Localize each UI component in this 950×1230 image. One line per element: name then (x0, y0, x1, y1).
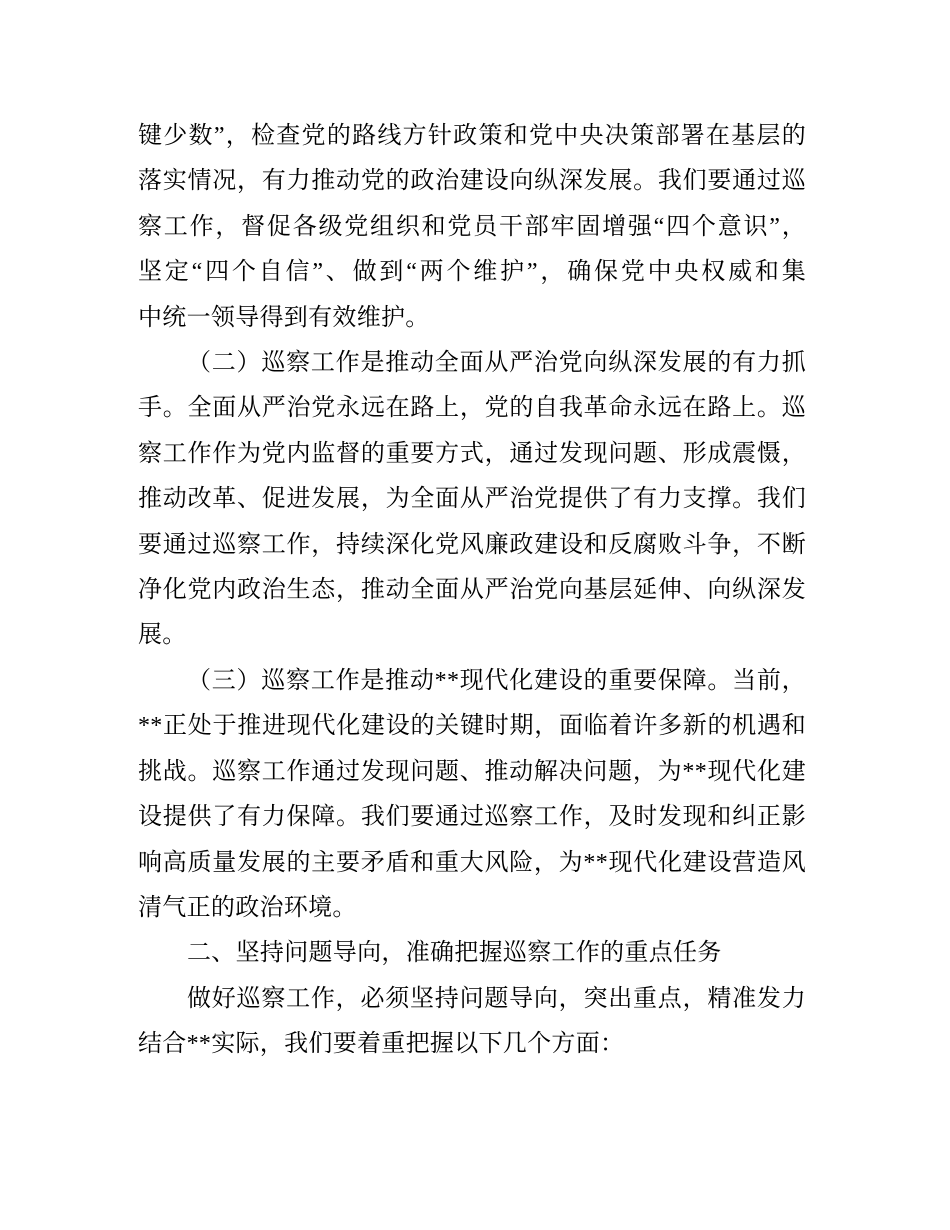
text-line: 中统一领导得到有效维护。 (138, 304, 430, 331)
text-line: 坚定“四个自信”、做到“两个维护”，确保党中央权威和集 (138, 259, 806, 286)
text-line: 净化党内政治生态，推动全面从严治党向基层延伸、向纵深发 (138, 577, 806, 604)
paragraph-continuation (138, 114, 806, 341)
text-line: 落实情况，有力推动党的政治建设向纵深发展。我们要通过巡 (138, 168, 806, 195)
text-line: 响高质量发展的主要矛盾和重大风险，为**现代化建设营造风 (138, 849, 806, 876)
text-line: （三）巡察工作是推动**现代化建设的重要保障。当前， (187, 667, 806, 694)
text-line: 结合**实际，我们要着重把握以下几个方面： (138, 1031, 625, 1058)
text-line: 做好巡察工作，必须坚持问题导向，突出重点，精准发力 (187, 985, 806, 1012)
paragraph-item-3 (138, 659, 806, 931)
text-line: 手。全面从严治党永远在路上，党的自我革命永远在路上。巡 (138, 395, 806, 422)
paragraph-section2-intro (138, 977, 806, 1068)
text-line: 推动改革、促进发展，为全面从严治党提供了有力支撑。我们 (138, 486, 806, 513)
document-body (138, 114, 806, 1068)
text-line: 要通过巡察工作，持续深化党风廉政建设和反腐败斗争，不断 (138, 531, 806, 558)
text-line: 清气正的政治环境。 (138, 894, 357, 921)
paragraph-item-2 (138, 341, 806, 659)
text-line: **正处于推进现代化建设的关键时期，面临着许多新的机遇和 (138, 713, 806, 740)
text-line: 键少数”，检查党的路线方针政策和党中央决策部署在基层的 (138, 123, 806, 149)
text-line: 察工作作为党内监督的重要方式，通过发现问题、形成震慑， (138, 440, 806, 467)
section-heading: 二、坚持问题导向，准确把握巡察工作的重点任务 (187, 940, 722, 967)
text-line: （二）巡察工作是推动全面从严治党向纵深发展的有力抓 (187, 350, 806, 377)
text-line: 察工作，督促各级党组织和党员干部牢固增强“四个意识”， (138, 213, 806, 240)
text-line: 设提供了有力保障。我们要通过巡察工作，及时发现和纠正影 (138, 804, 806, 831)
text-line: 展。 (138, 622, 187, 649)
text-line: 挑战。巡察工作通过发现问题、推动解决问题，为**现代化建 (138, 758, 806, 785)
